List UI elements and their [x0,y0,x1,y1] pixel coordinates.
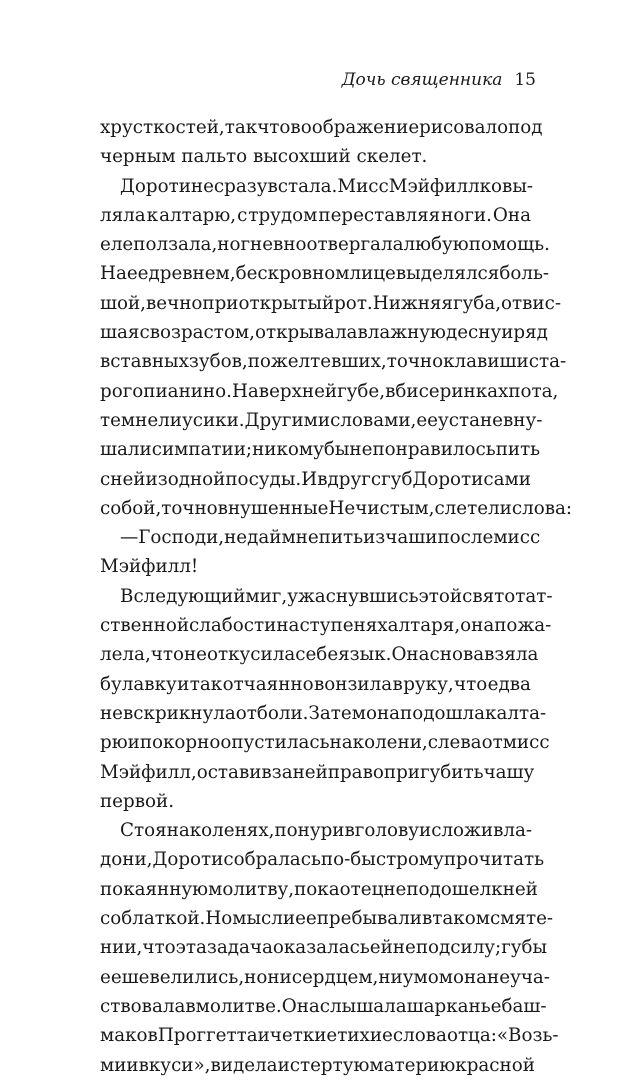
text-line: маков Проггетта и четкие тихие слова отца: «Возь- [100,1025,559,1047]
text-line: шой, вечно приоткрытый рот. Нижняя губа, отвис- [100,292,562,314]
running-title: Дочь священника [341,70,503,90]
text-line: черным пальто высохший скелет. [100,146,428,168]
text-line: ствовала в молитве. Она слышала шарканье баш- [100,995,547,1017]
body-text [100,113,573,1080]
text-line: Мэйфилл! [100,556,199,578]
text-line: Дороти не сразу встала. Мисс Мэйфилл ковы- [120,175,534,197]
text-line: Стоя на коленях, понурив голову и сложив ла- [120,820,533,842]
text-line: вставных зубов, пожелтевших, точно клавиши ста- [100,351,567,373]
text-line: булавку и так отчаянно вонзила в руку, что едва [100,673,531,695]
text-line: дони, Дороти собралась по-быстрому прочитать [100,849,545,871]
text-line: На ее древнем, бескровном лице выделялся боль- [100,263,550,285]
text-line: Мэйфилл, оставив за ней право пригубить чашу [100,761,535,783]
text-line: ми и вкуси», видела истертую материю красной [100,1054,535,1076]
text-line: рю и покорно опустилась на колени, слева от мисс [100,732,550,754]
text-line: ее шевелились, но ни сердцем, ни умом она не уча- [100,966,550,988]
running-header [342,70,536,90]
text-line: лела, что не откусила себе язык. Она снова взяла [100,644,539,666]
text-line: рого пианино. На верхней губе, в бисеринках пота, [100,380,559,402]
text-line: еле ползала, но гневно отвергала любую помощь. [100,234,550,256]
text-line: ляла к алтарю, с трудом переставляя ноги. Она [100,204,531,226]
text-line: не вскрикнула от боли. Затем она подошла к алта- [100,702,547,724]
text-line: шая с возрастом, открывала влажную десну и ряд [100,322,548,344]
text-line: шали симпатии; никому бы не понравилось пить [100,439,541,461]
text-line: темнели усики. Другими словами, ее уста не вну- [100,409,543,431]
text-line: — Господи, не дай мне пить из чаши после мисс [120,527,541,549]
page-number: 15 [514,70,536,90]
text-line: ственной слабости на ступенях алтаря, она пожа- [100,615,552,637]
text-line: В следующий миг, ужаснувшись этой святотат- [120,585,553,607]
text-line: покаянную молитву, пока отец не подошел к ней [100,878,538,900]
text-line: нии, что эта задача оказалась ей не под силу; губы [100,937,548,959]
text-line: с ней из одной посуды. И вдруг с губ Дороти сами [100,468,531,490]
text-line: первой. [100,790,174,812]
text-line: собой, точно внушенные Нечистым, слетели слова: [100,497,573,519]
text-line: хруст костей, так что воображение рисовало под [100,117,543,138]
text-line: с облаткой. Но мысли ее пребывали в таком смяте- [100,908,554,930]
